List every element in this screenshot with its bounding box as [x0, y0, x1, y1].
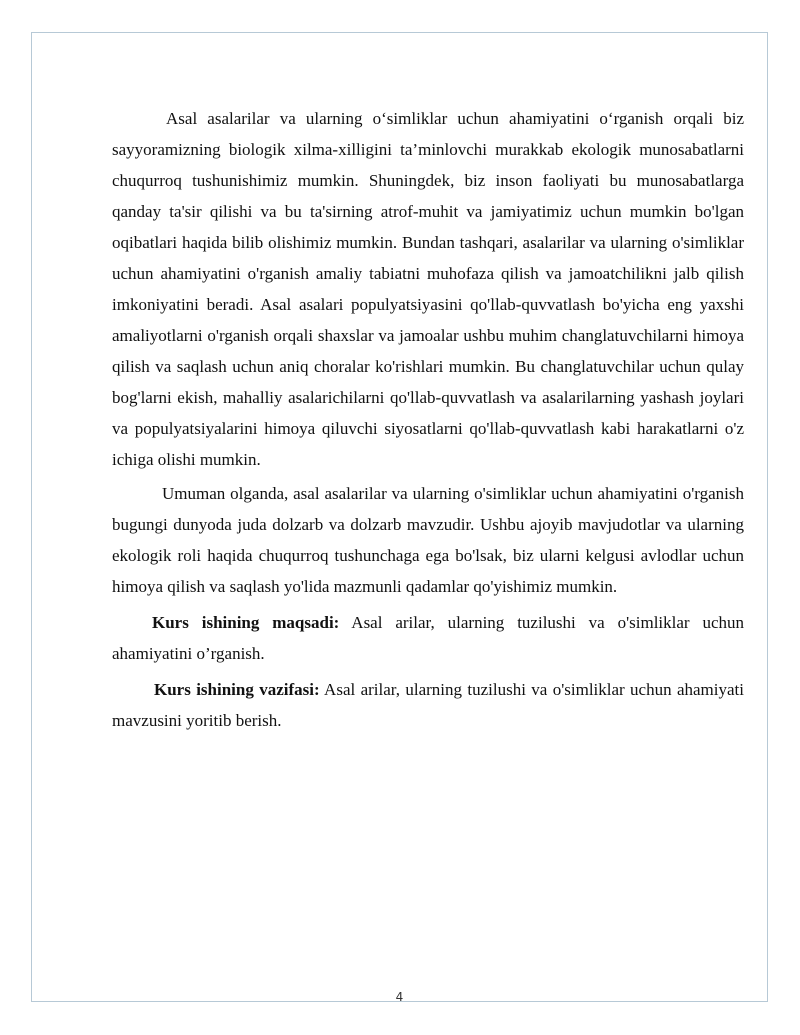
- paragraph-task: [112, 674, 744, 736]
- task-label: Kurs ishining vazifasi:: [154, 680, 320, 699]
- goal-label: Kurs ishining maqsadi:: [152, 613, 340, 632]
- paragraph-intro-text: Asal asalarilar va ularning o‘simliklar uchun ahamiyatini o‘rganish orqali biz sayyoramizning biologik xilma-xilligini ta’minlovchi murakkab ekologik munosabatlarni chuqurroq tushunishimiz mumkin. Shuningdek, biz inson faoliyati bu munosabatlarga qanday ta'sir qilishi va bu ta'sirning atrof-muhit va jamiyatimiz uchun mumkin bo'lgan oqibatlari haqida bilib olishimiz mumkin. Bundan tashqari, asalarilar va ularning o'simliklar uchun ahamiyatini o'rganish amaliy tabiatni muhofaza qilish va jamoatchilikni jalb qilish imkoniyatini beradi. Asal asalari populyatsiyasini qo'llab-quvvatlash bo'yicha eng yaxshi amaliyotlarni o'rganish orqali shaxslar va jamoalar ushbu muhim changlatuvchilarni himoya qilish va saqlash uchun aniq choralar ko'rishlari mumkin. Bu changlatuvchilar uchun qulay bog'larni ekish, mahalliy asalarichilarni qo'llab-quvvatlash va asalarilarning yashash joylari va populyatsiyalarini himoya qiluvchi siyosatlarni qo'llab-quvvatlash kabi harakatlarni o'z ichiga olishi mumkin.: [112, 109, 744, 469]
- task-text: Asal arilar, ularning tuzilushi va o'simliklar uchun ahamiyati mavzusini yoritib berish.: [112, 680, 744, 730]
- goal-text: Asal arilar, ularning tuzilushi va o'simliklar uchun ahamiyatini o’rganish.: [112, 613, 745, 663]
- paragraph-summary: [112, 478, 744, 602]
- document-page: [31, 32, 768, 1002]
- paragraph-goal: [112, 607, 744, 669]
- paragraph-summary-text: Umuman olganda, asal asalarilar va ularning o'simliklar uchun ahamiyatini o'rganish bugungi dunyoda juda dolzarb va dolzarb mavzudir. Ushbu ajoyib mavjudotlar va ularning ekologik roli haqida chuqurroq tushunchaga ega bo'lsak, biz ularni kelgusi avlodlar uchun himoya qilish va saqlash yo'lida mazmunli qadamlar qo'yishimiz mumkin.: [112, 484, 744, 596]
- page-number: 4: [395, 990, 404, 1004]
- document-body: [112, 103, 744, 736]
- paragraph-intro: [112, 103, 744, 475]
